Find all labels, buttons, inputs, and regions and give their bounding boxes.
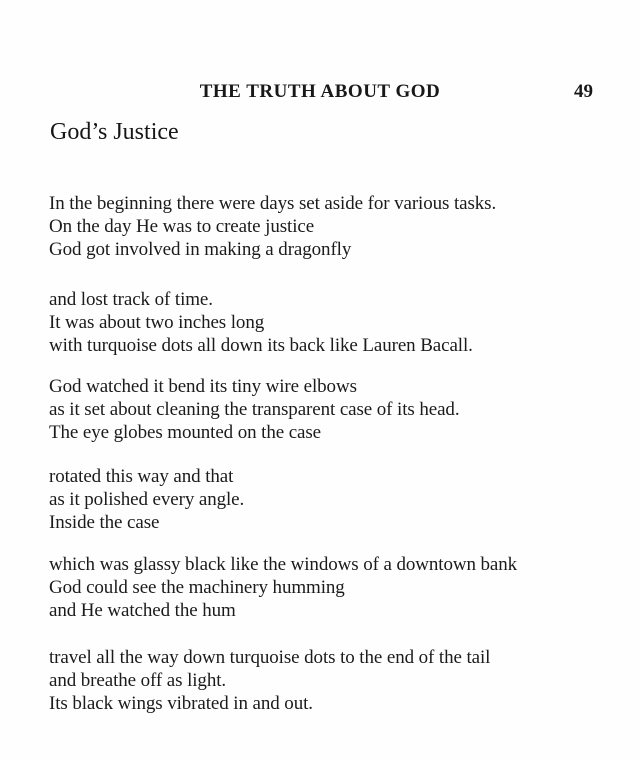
poem-line: and breathe off as light. (49, 670, 227, 691)
poem-line: as it polished every angle. (49, 489, 245, 510)
poem-line: and He watched the hum (49, 600, 236, 621)
poem-line: with turquoise dots all down its back like Lauren Bacall. (49, 335, 473, 356)
poem-line: It was about two inches long (49, 312, 265, 333)
poem-line: God could see the machinery humming (49, 577, 345, 598)
poem-stanza-6 (49, 646, 615, 715)
poem-line: as it set about cleaning the transparent case of its head. (49, 399, 460, 420)
poem-line: and lost track of time. (49, 289, 213, 310)
poem-stanza-2 (49, 288, 615, 357)
poem-line: The eye globes mounted on the case (49, 422, 322, 443)
poem-line: Inside the case (49, 512, 160, 533)
poem-line: God watched it bend its tiny wire elbows (49, 376, 357, 397)
poem-line: Its black wings vibrated in and out. (49, 693, 313, 714)
poem-stanza-5 (49, 553, 615, 622)
poem-stanza-4 (49, 465, 615, 534)
poem-line: God got involved in making a dragonfly (49, 239, 352, 260)
poem-line: In the beginning there were days set aside for various tasks. (49, 193, 497, 214)
poem-line: which was glassy black like the windows of a downtown bank (49, 554, 518, 575)
poem-line: On the day He was to create justice (49, 216, 315, 237)
page-number: 49 (574, 81, 593, 102)
poem-stanza-3 (49, 375, 615, 444)
poem-title: God’s Justice (50, 119, 179, 145)
poem-line: travel all the way down turquoise dots to the end of the tail (49, 647, 491, 668)
poem-stanza-1 (49, 192, 615, 261)
running-header: THE TRUTH ABOUT GOD (199, 81, 441, 102)
poem-line: rotated this way and that (49, 466, 234, 487)
